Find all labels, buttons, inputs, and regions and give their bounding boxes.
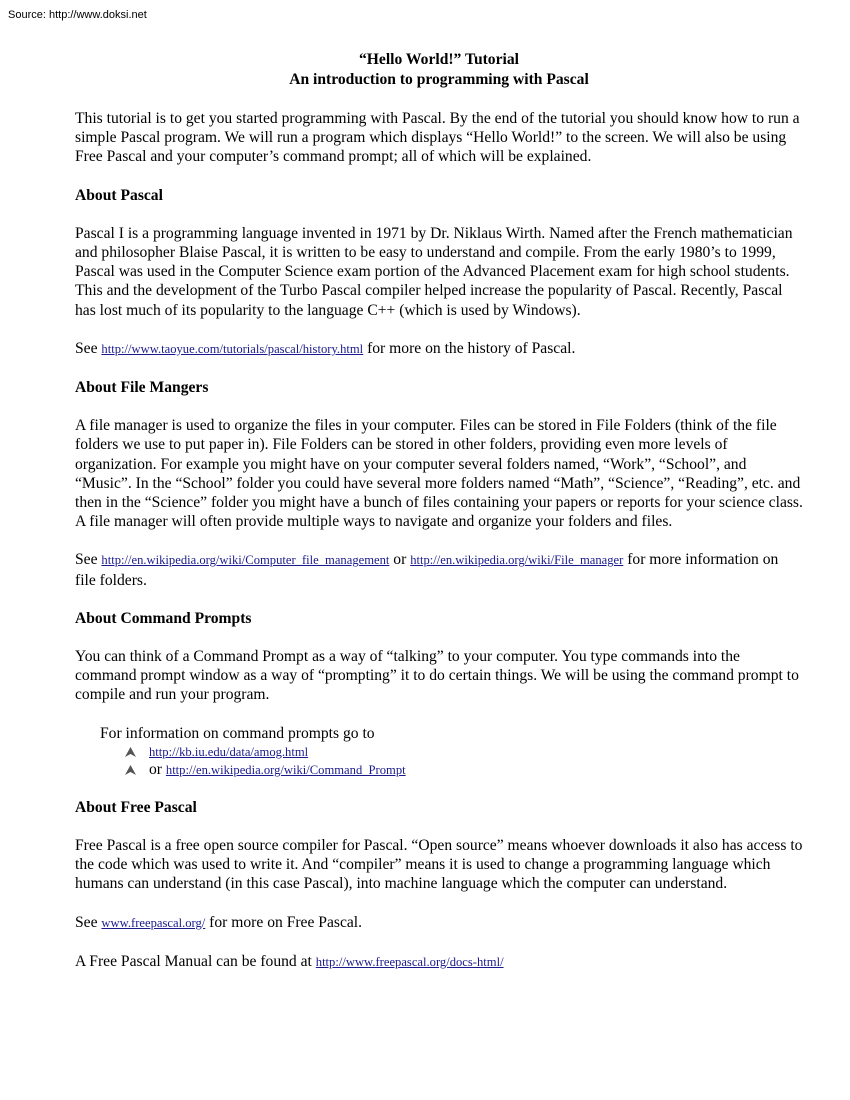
arrowhead-bullet-icon xyxy=(125,747,136,757)
intro-paragraph: This tutorial is to get you started programming with Pascal. By the end of the tutorial you should know how to run a simple Pascal program. We will run a program which displays “Hello World!” to the screen. We will also be using Free Pascal and your computer’s command prompt; all of which will be explained. xyxy=(75,110,800,166)
about-file-managers-paragraph: A file manager is used to organize the files in your computer. Files can be stored in File Folders (think of the file folders we use to put paper in). File Folders can be stored in other folders, providing even more levels of organization. For example you might have on your computer several folders named, “Work”, “School”, and “Music”. In the “School” folder you could have several more folders named “Math”, “Science”, “Reading”, etc. and then in the “Science” folder you might have a bunch of files containing your papers or reports for your science class. A file manager will often provide multiple ways to navigate and organize your folders and files. xyxy=(75,417,803,531)
free-pascal-manual-line xyxy=(75,952,803,972)
doc-subtitle: An introduction to programming with Pascal xyxy=(289,71,589,88)
heading-about-file-managers: About File Mangers xyxy=(75,379,209,397)
see-suffix-text: for more on the history of Pascal. xyxy=(363,339,576,357)
free-pascal-site-line xyxy=(75,913,803,933)
about-command-prompts-paragraph: You can think of a Command Prompt as a way of “talking” to your computer. You type commands into the command prompt window as a way of “prompting” it to do certain things. We will be using the command prompt to compile and run your program. xyxy=(75,648,799,704)
list-item xyxy=(125,743,803,761)
free-pascal-site-link[interactable]: www.freepascal.org/ xyxy=(101,915,206,930)
file-management-link[interactable]: http://en.wikipedia.org/wiki/Computer_file_management xyxy=(101,553,390,568)
command-prompt-info: For information on command prompts go to xyxy=(100,724,375,742)
pascal-history-line xyxy=(75,339,803,359)
free-pascal-manual-link[interactable]: http://www.freepascal.org/docs-html/ xyxy=(315,954,504,969)
source-note: Source: http://www.doksi.net xyxy=(8,9,147,21)
see-suffix-text: for more on Free Pascal. xyxy=(205,913,363,931)
heading-about-command-prompts: About Command Prompts xyxy=(75,609,252,627)
arrowhead-bullet-icon xyxy=(125,765,136,775)
command-prompt-link-list xyxy=(75,743,803,779)
see-text: See xyxy=(75,551,102,569)
manual-text: A Free Pascal Manual can be found at xyxy=(75,952,316,970)
see-text: See xyxy=(75,913,102,931)
file-management-links-line xyxy=(75,550,803,589)
or-text: or xyxy=(149,760,166,778)
or-text: or xyxy=(389,551,411,569)
command-prompt-wiki-link[interactable]: http://en.wikipedia.org/wiki/Command_Prompt xyxy=(165,762,406,777)
heading-about-free-pascal: About Free Pascal xyxy=(75,798,197,816)
iu-kb-link[interactable]: http://kb.iu.edu/data/amog.html xyxy=(149,744,309,759)
document-page xyxy=(75,50,803,972)
list-item xyxy=(125,761,803,779)
about-pascal-paragraph: Pascal I is a programming language invented in 1971 by Dr. Niklaus Wirth. Named after the French mathematician and philosopher Blaise Pascal, it is written to be easy to understand and compile. From the early 1980’s to 1999, Pascal was used in the Computer Science exam portion of the Advanced Placement exam for high school students. This and the development of the Turbo Pascal compiler helped increase the popularity of Pascal. Recently, Pascal has lost much of its popularity to the language C++ (which is used by Windows). xyxy=(75,224,793,319)
file-manager-link[interactable]: http://en.wikipedia.org/wiki/File_manager xyxy=(410,553,624,568)
see-suffix-text: for more information on file folders. xyxy=(75,551,779,589)
doc-title: “Hello World!” Tutorial xyxy=(358,51,519,68)
pascal-history-link[interactable]: http://www.taoyue.com/tutorials/pascal/history.html xyxy=(101,341,364,356)
about-free-pascal-paragraph: Free Pascal is a free open source compiler for Pascal. “Open source” means whoever downloads it also has access to the code which was used to write it. And “compiler” means it is used to change a programming language which humans can understand (in this case Pascal), into machine language which the computer can understand. xyxy=(75,837,803,893)
heading-about-pascal: About Pascal xyxy=(75,186,163,204)
see-text: See xyxy=(75,339,102,357)
